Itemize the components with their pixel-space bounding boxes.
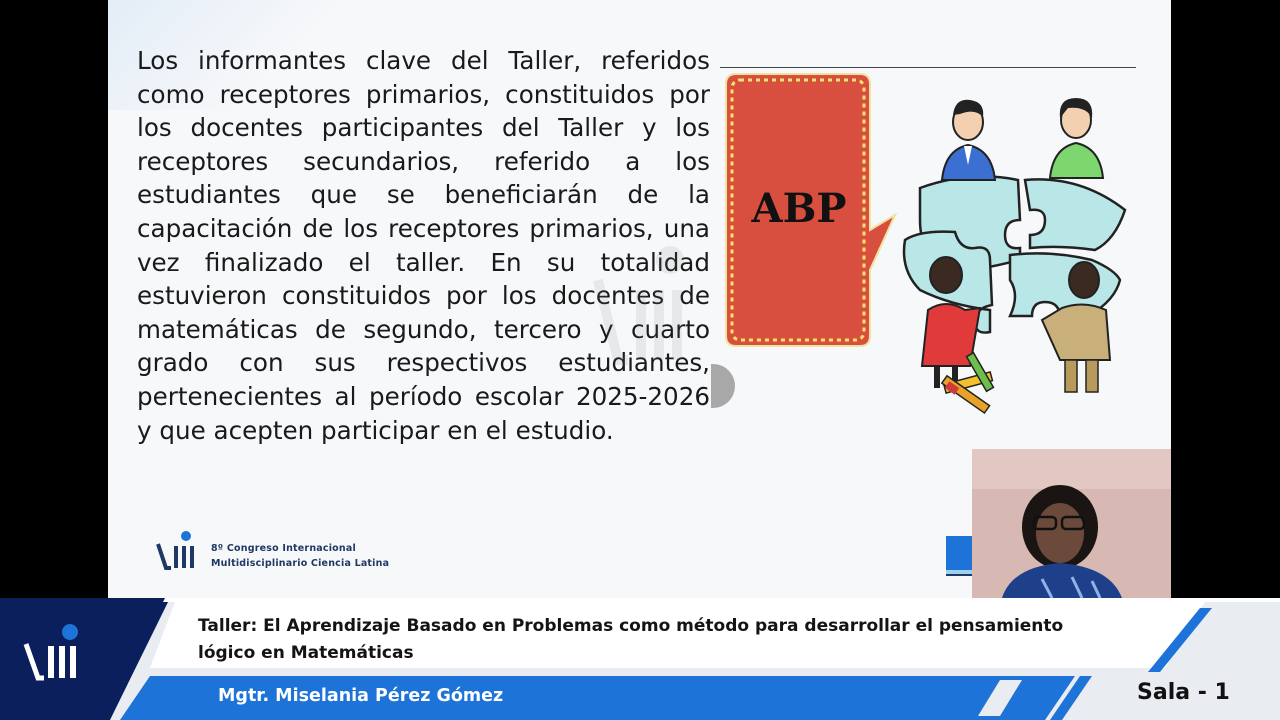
book-icon [944, 534, 974, 578]
person-green [1050, 98, 1103, 178]
person-blue [942, 100, 995, 180]
presenter-name: Mgtr. Miselania Pérez Gómez [218, 686, 504, 706]
people-puzzle-illustration [720, 70, 1140, 430]
viii-logo-icon [156, 530, 198, 570]
workshop-title-line-2: lógico en Matemáticas [198, 643, 414, 663]
congress-line-2: Multidisciplinario Ciencia Latina [211, 558, 390, 569]
congress-name [211, 541, 389, 571]
room-label: Sala - 1 [1137, 680, 1230, 705]
speech-bubble [726, 74, 895, 346]
presenter-video-tile[interactable] [972, 449, 1171, 598]
workshop-title-line-1: Taller: El Aprendizaje Basado en Problemas como método para desarrollar el pensamiento [198, 616, 1064, 636]
viii-logo-banner-icon [22, 620, 86, 684]
slide-divider [720, 67, 1136, 68]
bubble-label: ABP [751, 185, 847, 232]
slide-paragraph: Los informantes clave del Taller, referidos como receptores primarios, constituidos por los docentes participantes del Taller y los receptores secundarios, referido a los estudiantes que se beneficiarán de la capacitación de los receptores primarios, una vez finalizado el taller. En su totalidad estuvieron constituidos por los docentes de matemáticas de segundo, tercero y cuarto grado con sus respectivos estudiantes, pertenecientes al período escolar 2025-2026 y que acepten participar en el estudio. [137, 46, 710, 445]
viii-watermark-icon [588, 240, 698, 370]
presenter-video-frame [972, 449, 1171, 598]
congress-line-1: 8º Congreso Internacional [211, 543, 356, 554]
